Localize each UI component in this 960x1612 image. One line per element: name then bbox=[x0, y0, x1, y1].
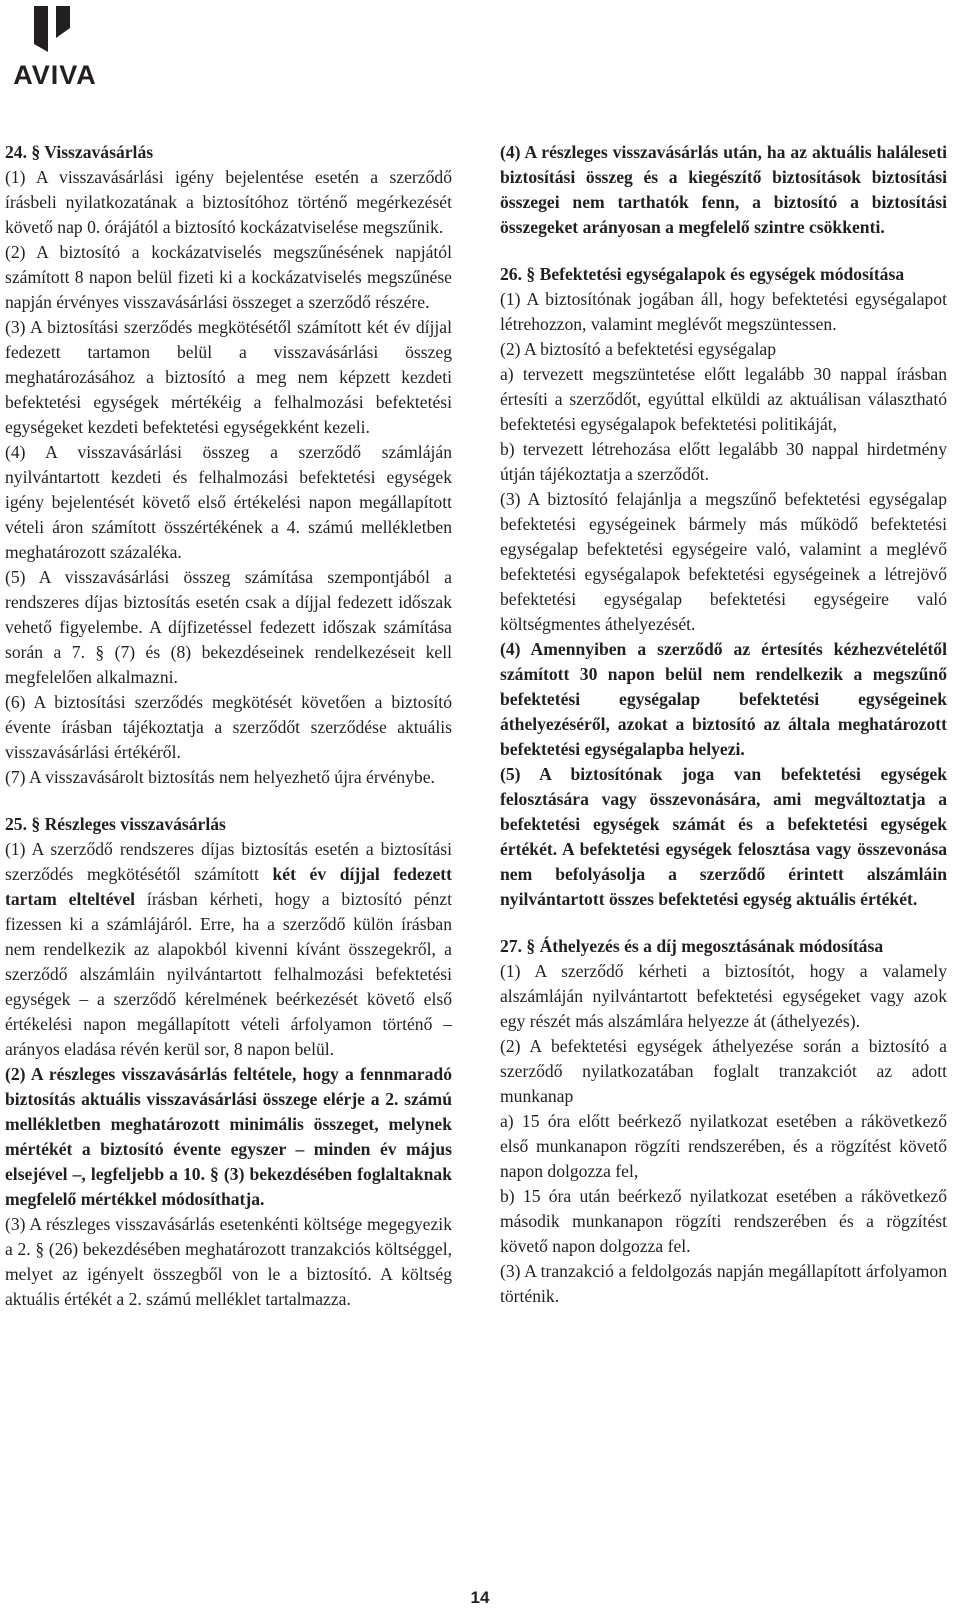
section-25-p2-bold: (2) A részleges visszavásárlás feltétele, hogy a fennmaradó biztosítás aktuális visszavásárlási összege elérje a 2. számú mellékletben meghatározott minimális összeget, melynek mértékét a biztosító évente egyszer – minden év május elsejével –, legfeljebb a 10. § (3) bekezdésében foglaltaknak megfelelő mértékkel módosíthatja. bbox=[5, 1064, 452, 1209]
aviva-logo-mark bbox=[0, 4, 110, 64]
section-24-p5: (5) A visszavásárlási összeg számítása szempontjából a rendszeres díjas biztosítás esetén csak a díjjal fedezett időszak vehető figyelembe. A díjfizetéssel fedezett időszak számítása során a 7. § (7) és (8) bekezdéseinek rendelkezéseit kell megfelelően alkalmazni. bbox=[5, 567, 452, 687]
section-26-p1: (1) A biztosítónak jogában áll, hogy befektetési egységalapot létrehozzon, valamint meglévőt megszüntessen. bbox=[500, 289, 947, 334]
page-number: 14 bbox=[470, 1588, 490, 1607]
section-24-title: 24. § Visszavásárlás bbox=[5, 142, 154, 162]
section-26-p3: (3) A biztosító felajánlja a megszűnő befektetési egységalap befektetési egységeinek bármely más működő befektetési egységalap befektetési egységeire való, valamint a meglévő befektetési egységalapok befektetési egységeinek a létrejövő befektetési egységalap befektetési egységeire való költségmentes áthelyezését. bbox=[500, 489, 947, 634]
right-column bbox=[500, 140, 947, 1309]
section-27-p1: (1) A szerződő kérheti a biztosítót, hogy a valamely alszámláján nyilvántartott befektetési egységeket vagy azok egy részét más alszámlára helyezze át (áthelyezés). bbox=[500, 961, 947, 1031]
section-24-p3: (3) A biztosítási szerződés megkötésétől számított két év díjjal fedezett tartamon belül a visszavásárlási összeg meghatározásához a biztosító a meg nem képzett kezdeti befektetési egységek mértékéig a felhalmozási befektetési egységeket kezdeti befektetési egységekként kezeli. bbox=[5, 317, 452, 437]
section-24-p6: (6) A biztosítási szerződés megkötését követően a biztosító évente írásban tájékoztatja a szerződőt szerződése aktuális visszavásárlási értékéről. bbox=[5, 692, 452, 762]
section-24-p2: (2) A biztosító a kockázatviselés megszűnésének napjától számított 8 napon belül fizeti ki a kockázatviselés megszűnése napján érvényes visszavásárlási összeget a szerződő részére. bbox=[5, 242, 452, 312]
section-24-p1: (1) A visszavásárlási igény bejelentése esetén a szerződő írásbeli nyilatkozatának a biztosítóhoz történő megérkezését követő nap 0. órájától a biztosító kockázatviselése megszűnik. bbox=[5, 167, 452, 237]
section-26-p5 bbox=[500, 762, 947, 912]
section-26-p2: (2) A biztosító a befektetési egységalap bbox=[500, 339, 777, 359]
section-24-p7: (7) A visszavásárolt biztosítás nem helyezhető újra érvénybe. bbox=[5, 767, 435, 787]
section-26-p2a: a) tervezett megszüntetése előtt legalább 30 nappal írásban értesíti a szerződőt, egyúttal elküldi az aktuálisan választható befektetési egységalapok befektetési politikáját, bbox=[500, 364, 947, 434]
section-25-p3: (3) A részleges visszavásárlás esetenkénti költsége megegyezik a 2. § (26) bekezdésében meghatározott tranzakciós költséggel, melyet az igényelt összegből von le a biztosító. A költség aktuális értékét a 2. számú melléklet tartalmazza. bbox=[5, 1214, 452, 1309]
aviva-logo-text: AVIVA bbox=[13, 60, 97, 90]
section-27-p2a: a) 15 óra előtt beérkező nyilatkozat esetében a rákövetkező első munkanapon rögzíti rendszerében, és a rögzítést követő napon dolgozza fel, bbox=[500, 1111, 947, 1181]
left-column bbox=[5, 140, 452, 1312]
section-24-p4: (4) A visszavásárlási összeg a szerződő számláján nyilvántartott kezdeti és felhalmozási befektetési egységek igény bejelentését követő első értékelési napon megállapított vételi áron számított összértékének a 4. számú mellékletben meghatározott százaléka. bbox=[5, 442, 452, 562]
section-26-p5-bold: (5) A biztosítónak joga van befektetési egységek felosztására vagy összevonására, ami megváltoztatja a befektetési egységek számát és a befektetési egységek értékét. A befektetési egységek felosztása vagy összevonása nem befolyásolja a szerződő érintett alszámláin nyilvántartott összes befektetési egység aktuális értékét. bbox=[500, 764, 947, 909]
section-26-title: 26. § Befektetési egységalapok és egységek módosítása bbox=[500, 264, 905, 284]
section-27-p2b: b) 15 óra után beérkező nyilatkozat esetében a rákövetkező második munkanapon rögzíti rendszerében és a rögzítést követő napon dolgozza fel. bbox=[500, 1186, 947, 1256]
section-25-p1-text-c: írásban kérheti, hogy a biztosító pénzt fizessen ki a számlájáról. Erre, ha a szerződő külön írásban nem rendelkezik az alapokból kivenni kívánt összegekről, a szerződő alszámláin nyilvántartott felhalmozási befektetési egységek – a szerződő kérelmének beérkezését követő első értékelési napon megállapított vételi árfolyamon történő – arányos eladása révén kerül sor, 8 napon belül. bbox=[5, 889, 452, 1059]
section-25-p1-text-a: (1) A szerződő rendszeres díjas biztosítás esetén a biztosítási szerződés megkötésétől számított bbox=[5, 839, 452, 884]
section-26-p4-bold: (4) Amennyiben a szerződő az értesítés kézhezvételétől számított 30 napon belül nem rendelkezik a megszűnő befektetési egységalap befektetési egységeinek áthelyezéséről, azokat a biztosító az általa meghatározott befektetési egységalapba helyezi. bbox=[500, 639, 947, 759]
section-25-p4 bbox=[500, 140, 947, 240]
section-25-p2 bbox=[5, 1062, 452, 1212]
section-27-p3: (3) A tranzakció a feldolgozás napján megállapított árfolyamon történik. bbox=[500, 1261, 947, 1306]
aviva-logo bbox=[0, 4, 110, 88]
section-26-p4 bbox=[500, 637, 947, 762]
section-27-title: 27. § Áthelyezés és a díj megosztásának módosítása bbox=[500, 936, 884, 956]
section-25-p4-bold: (4) A részleges visszavásárlás után, ha az aktuális haláleseti biztosítási összeg és a kiegészítő biztosítások biztosítási összegei nem tarthatók fenn, a biztosító a biztosítási összegeket arányosan a megfelelő szintre csökkenti. bbox=[500, 142, 947, 237]
section-26-p2b: b) tervezett létrehozása előtt legalább 30 nappal hirdetmény útján tájékoztatja a szerződőt. bbox=[500, 439, 947, 484]
section-25-title: 25. § Részleges visszavásárlás bbox=[5, 814, 226, 834]
section-25-p1 bbox=[5, 837, 452, 1062]
section-25-p1-bold: két év díjjal fedezett tartam elteltével bbox=[5, 864, 452, 909]
section-27-p2: (2) A befektetési egységek áthelyezése során a biztosító a szerződő nyilatkozatában foglalt tranzakciót az adott munkanap bbox=[500, 1036, 947, 1106]
